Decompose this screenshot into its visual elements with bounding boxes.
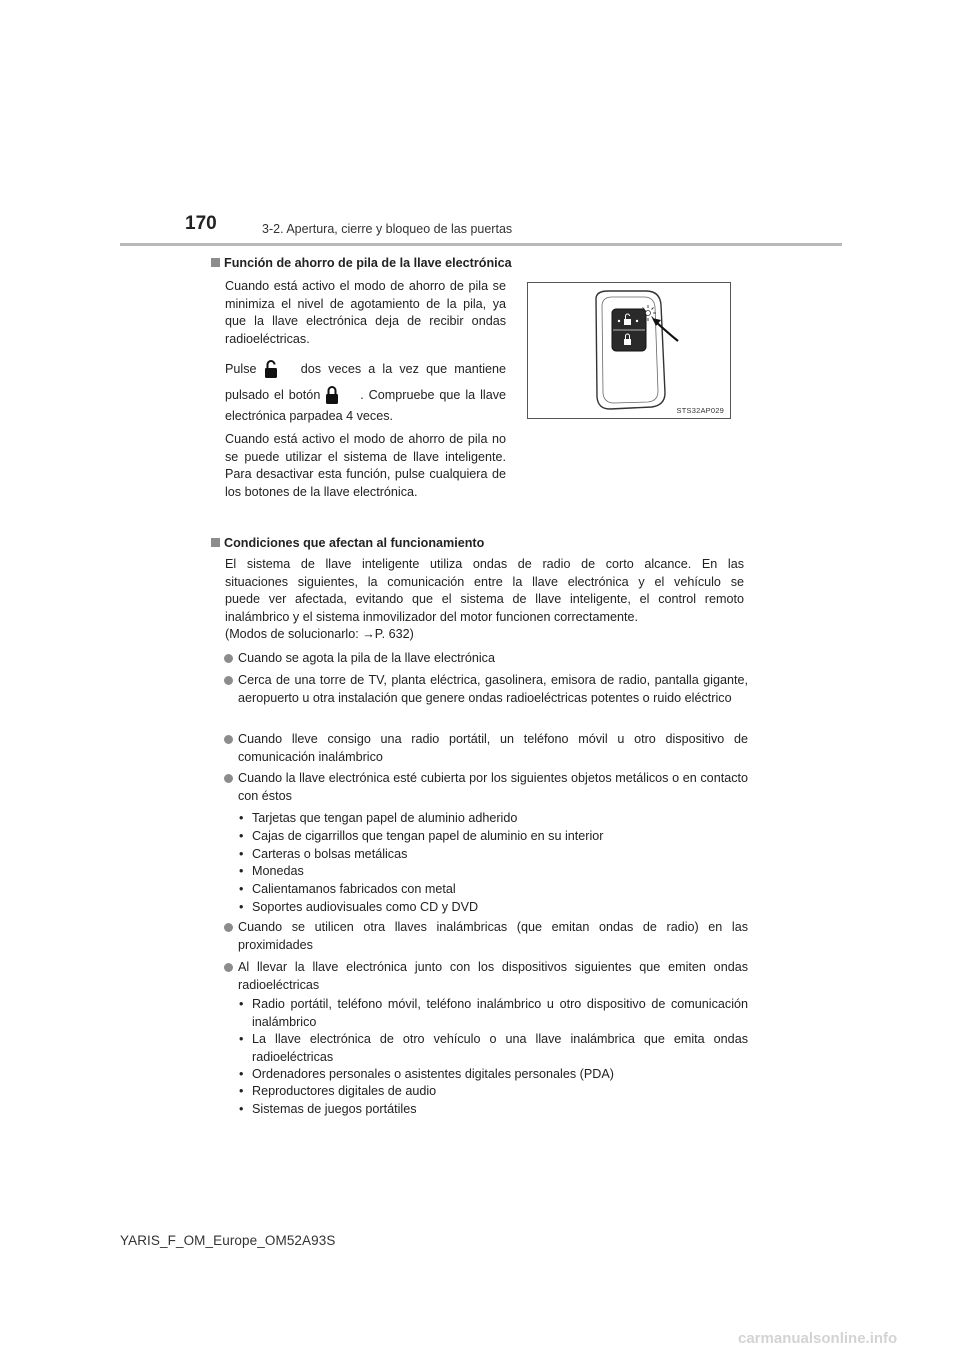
bullet-text: Cuando la llave electrónica esté cubierta por los siguientes objetos metálicos o en contacto con éstos	[238, 771, 748, 803]
bullet-dot-icon	[224, 963, 233, 972]
bullet-text: Cuando lleve consigo una radio portátil, un teléfono móvil u otro dispositivo de comunicación inalámbrico	[238, 732, 748, 764]
document-code: YARIS_F_OM_Europe_OM52A93S	[120, 1233, 336, 1248]
list-item: • Soportes audiovisuales como CD y DVD	[238, 899, 748, 917]
list-item	[238, 959, 748, 994]
intro-line: inalámbrico y el sistema inmovilizador del motor funcionen correctamente.	[225, 609, 638, 624]
bullet-text: Al llevar la llave electrónica junto con los dispositivos siguientes que emiten ondas radioeléctricas	[238, 960, 748, 992]
conditions-intro	[225, 556, 744, 644]
metal-objects-list	[238, 810, 748, 917]
p2-text-c: pulsado el botón	[225, 388, 321, 402]
p2-text-b: dos veces a la vez que mantiene	[300, 362, 507, 376]
list-item	[238, 731, 748, 766]
electronic-key-drawing	[528, 283, 730, 418]
list-item: • Monedas	[238, 863, 748, 881]
square-bullet-icon	[211, 258, 220, 267]
bullet-dot-icon	[224, 654, 233, 663]
figure-code: STS32AP029	[676, 406, 724, 415]
section-title-battery-saving	[211, 256, 512, 270]
radio-devices-list	[238, 996, 748, 1118]
list-item: • Calientamanos fabricados con metal	[238, 881, 748, 899]
battery-saving-paragraph-2a	[225, 358, 506, 381]
intro-line: situaciones siguientes, la comunicación entre la llave electrónica y el vehículo se	[225, 574, 744, 589]
list-item: • Reproductores digitales de audio	[238, 1083, 748, 1100]
list-item	[238, 770, 748, 805]
list-item	[238, 650, 748, 668]
battery-saving-paragraph-3: Cuando está activo el modo de ahorro de pila no se puede utilizar el sistema de llave inteligente. Para desactivar esta función, pulse cualquiera de los botones de la llave electrónica.	[225, 432, 506, 499]
section-title-conditions	[211, 536, 484, 550]
list-item: • Tarjetas que tengan papel de aluminio adherido	[238, 810, 748, 828]
list-item: • Carteras o bolsas metálicas	[238, 846, 748, 864]
list-item: • Cajas de cigarrillos que tengan papel de aluminio en su interior	[238, 828, 748, 846]
intro-line: puede ver afectada, evitando que el sistema de llave inteligente, el control remoto	[225, 592, 744, 607]
list-item	[238, 919, 748, 954]
key-illustration	[527, 282, 731, 419]
square-bullet-icon	[211, 538, 220, 547]
bullet-text: Cuando se agota la pila de la llave electrónica	[238, 651, 495, 665]
list-item: • Sistemas de juegos portátiles	[238, 1101, 748, 1118]
bullet-dot-icon	[224, 923, 233, 932]
battery-saving-paragraph-2c: electrónica parpadea 4 veces.	[225, 409, 394, 423]
section-title-text: Función de ahorro de pila de la llave electrónica	[224, 256, 512, 270]
chapter-title: 3-2. Apertura, cierre y bloqueo de las puertas	[262, 222, 513, 236]
p2-text-d: . Compruebe que la llave	[360, 388, 507, 402]
bullet-dot-icon	[224, 774, 233, 783]
battery-saving-paragraph-2b	[225, 384, 506, 407]
p2-text-a: Pulse	[225, 362, 257, 376]
header-rule	[120, 243, 842, 246]
intro-line: (Modos de solucionarlo: →P. 632)	[225, 627, 414, 642]
intro-line: El sistema de llave inteligente utiliza ondas de radio de corto alcance. En las	[225, 557, 744, 571]
list-item: • Radio portátil, teléfono móvil, teléfono inalámbrico u otro dispositivo de comunicación inalámbrico	[238, 996, 748, 1031]
bullet-text: Cuando se utilicen otra llaves inalámbricas (que emitan ondas de radio) en las proximidades	[238, 920, 748, 952]
page-number: 170	[185, 213, 217, 234]
section-title-text: Condiciones que afectan al funcionamiento	[224, 536, 485, 550]
unlock-icon	[264, 359, 294, 381]
watermark: carmanualsonline.info	[738, 1330, 898, 1347]
battery-saving-paragraph-1: Cuando está activo el modo de ahorro de pila se minimiza el nivel de agotamiento de la pila, ya que la llave electrónica deja de recibir ondas radioeléctricas.	[225, 279, 506, 346]
list-item: • La llave electrónica de otro vehículo o una llave inalámbrica que emita ondas radioeléctricas	[238, 1031, 748, 1066]
list-item: • Ordenadores personales o asistentes digitales personales (PDA)	[238, 1066, 748, 1083]
list-item	[238, 672, 748, 707]
bullet-dot-icon	[224, 676, 233, 685]
bullet-text: Cerca de una torre de TV, planta eléctrica, gasolinera, emisora de radio, pantalla gigante, aeropuerto u otra instalación que genere ondas radioeléctricas potentes o ruido eléctrico	[238, 673, 748, 705]
lock-icon	[325, 385, 355, 407]
bullet-dot-icon	[224, 735, 233, 744]
